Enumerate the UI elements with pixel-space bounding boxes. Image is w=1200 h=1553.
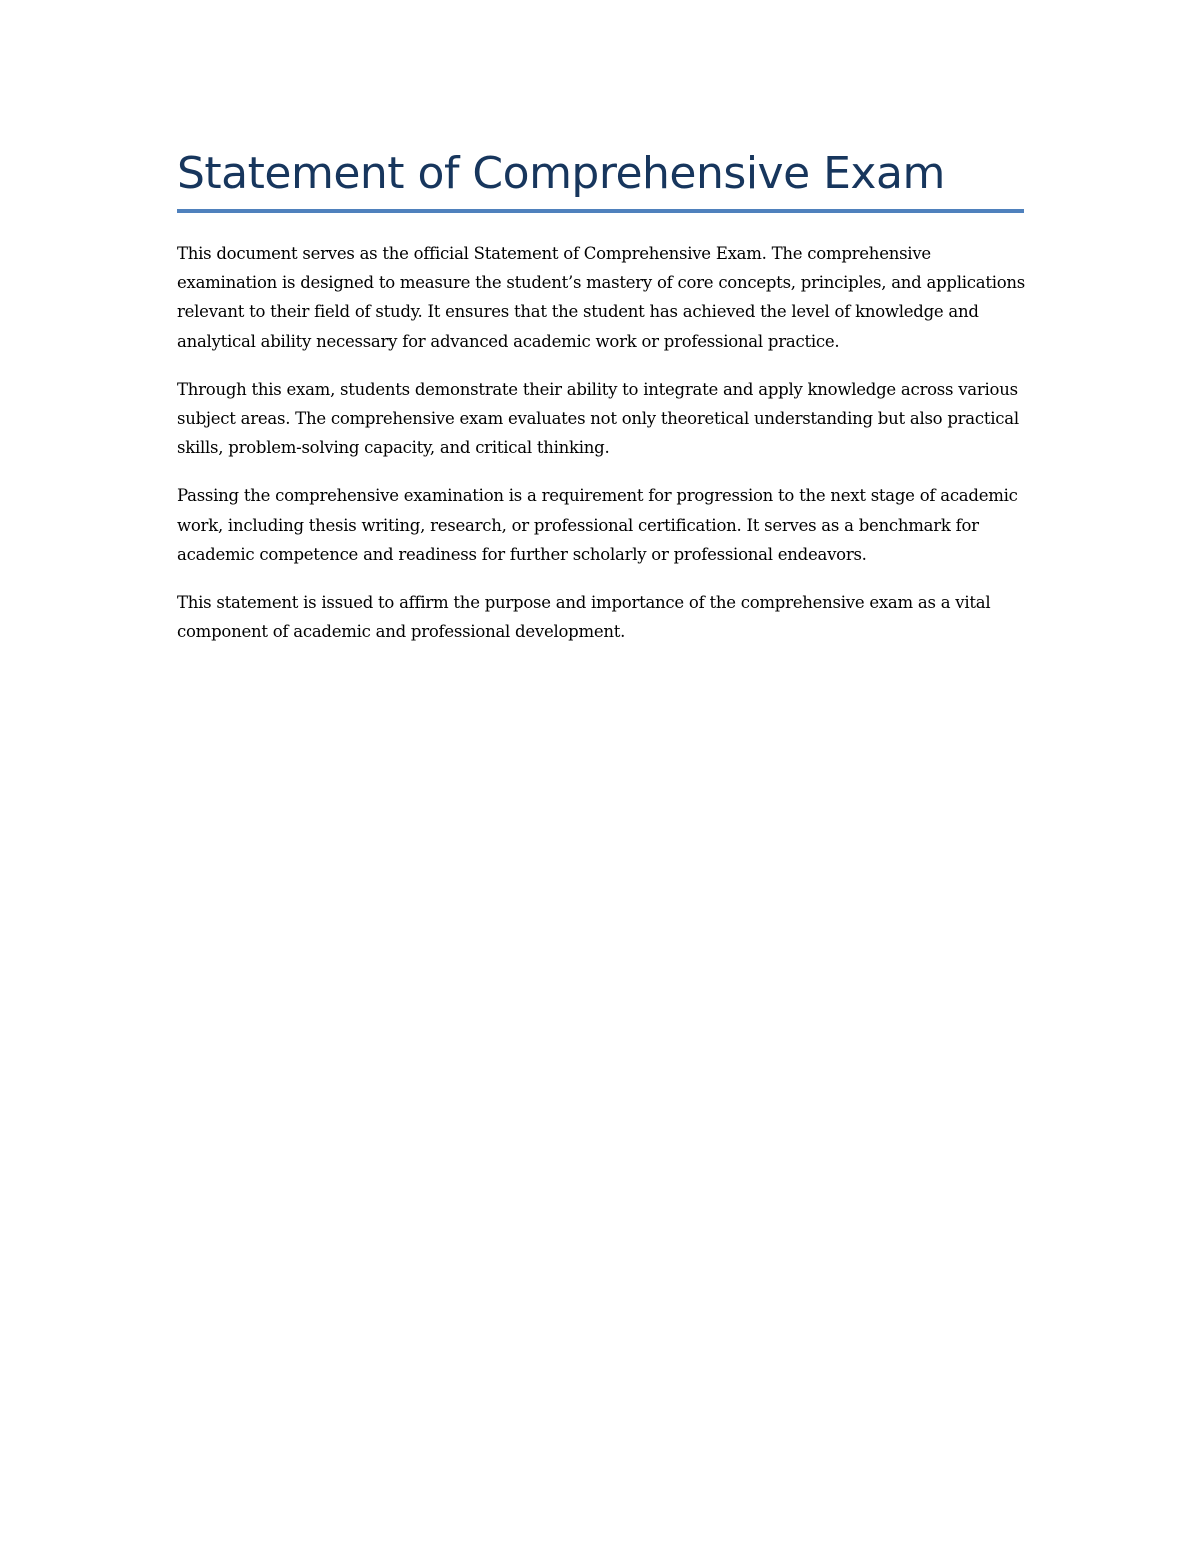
paragraph-integration: Through this exam, students demonstrate their ability to integrate and apply knowledge across various subject areas. The comprehensive exam evaluates not only theoretical understanding but also practical skills, problem-solving capacity, and critical thinking.	[177, 379, 1019, 458]
paragraph-affirmation: This statement is issued to affirm the purpose and importance of the comprehensive exam as a vital component of academic and professional development.	[177, 593, 991, 642]
title-underline-rule	[177, 209, 1024, 213]
document-title: Statement of Comprehensive Exam	[177, 148, 945, 199]
document-content	[177, 142, 1027, 665]
paragraph-purpose: This document serves as the official Statement of Comprehensive Exam. The comprehensive examination is designed to measure the student’s mastery of core concepts, principles, and applications relevant to their field of study. It ensures that the student has achieved the level of knowledge and analytical ability necessary for advanced academic work or professional practice.	[177, 244, 1026, 351]
paragraph-requirement: Passing the comprehensive examination is a requirement for progression to the next stage of academic work, including thesis writing, research, or professional certification. It serves as a benchmark for academic competence and readiness for further scholarly or professional endeavors.	[177, 486, 1018, 564]
document-body	[177, 239, 1027, 646]
